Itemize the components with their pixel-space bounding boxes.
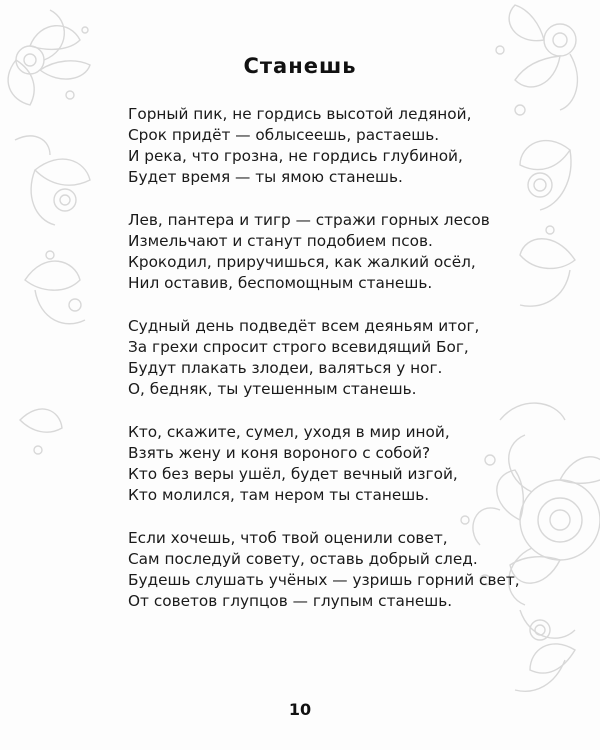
poem-line: Лев, пантера и тигр — стражи горных лесов [128,211,490,229]
poem-title: Станешь [243,54,357,78]
poem-line: Нил оставив, беспомощным станешь. [128,274,433,292]
stanza-5 [128,528,568,612]
ornament-left-bottom [20,409,62,454]
poem-line: Если хочешь, чтоб твой оценили совет, [128,529,448,547]
stanza-4 [128,422,568,506]
poem-line: За грехи спросит строго всевидящий Бог, [128,338,469,356]
poem-line: Крокодил, приручишься, как жалкий осёл, [128,253,476,271]
poem-line: Кто молился, там нером ты станешь. [128,486,430,504]
poem-line: Кто без веры ушёл, будет вечный изгой, [128,465,458,483]
stanza-1 [128,104,568,188]
poem-line: Горный пик, не гордись высотой ледяной, [128,105,472,123]
poem-line: Судный день подведёт всем деяньям итог, [128,317,480,335]
ornament-left-2 [25,251,85,324]
poem-line: От советов глупцов — глупым станешь. [128,592,453,610]
poem-line: И река, что грозна, не гордись глубиной, [128,147,463,165]
poem-body [128,104,568,634]
poem-line: Будет время — ты ямою станешь. [128,168,403,186]
poem-line: Будешь слушать учёных — узришь горний свет, [128,571,520,589]
poem-line: Будут плакать злодеи, валяться у ног. [128,359,443,377]
poem-line: Сам последуй совету, оставь добрый след. [128,550,478,568]
poem-line: Измельчают и станут подобием псов. [128,232,433,250]
poem-line: Взять жену и коня вороного с собой? [128,444,431,462]
poem-line: Срок придёт — облысеешь, растаешь. [128,126,440,144]
ornament-left-1 [15,136,90,225]
poem-line: Кто, скажите, сумел, уходя в мир иной, [128,423,450,441]
page-number: 10 [288,700,312,719]
stanza-3 [128,316,568,400]
stanza-2 [128,210,568,294]
poem-line: О, бедняк, ты утешенным станешь. [128,380,417,398]
